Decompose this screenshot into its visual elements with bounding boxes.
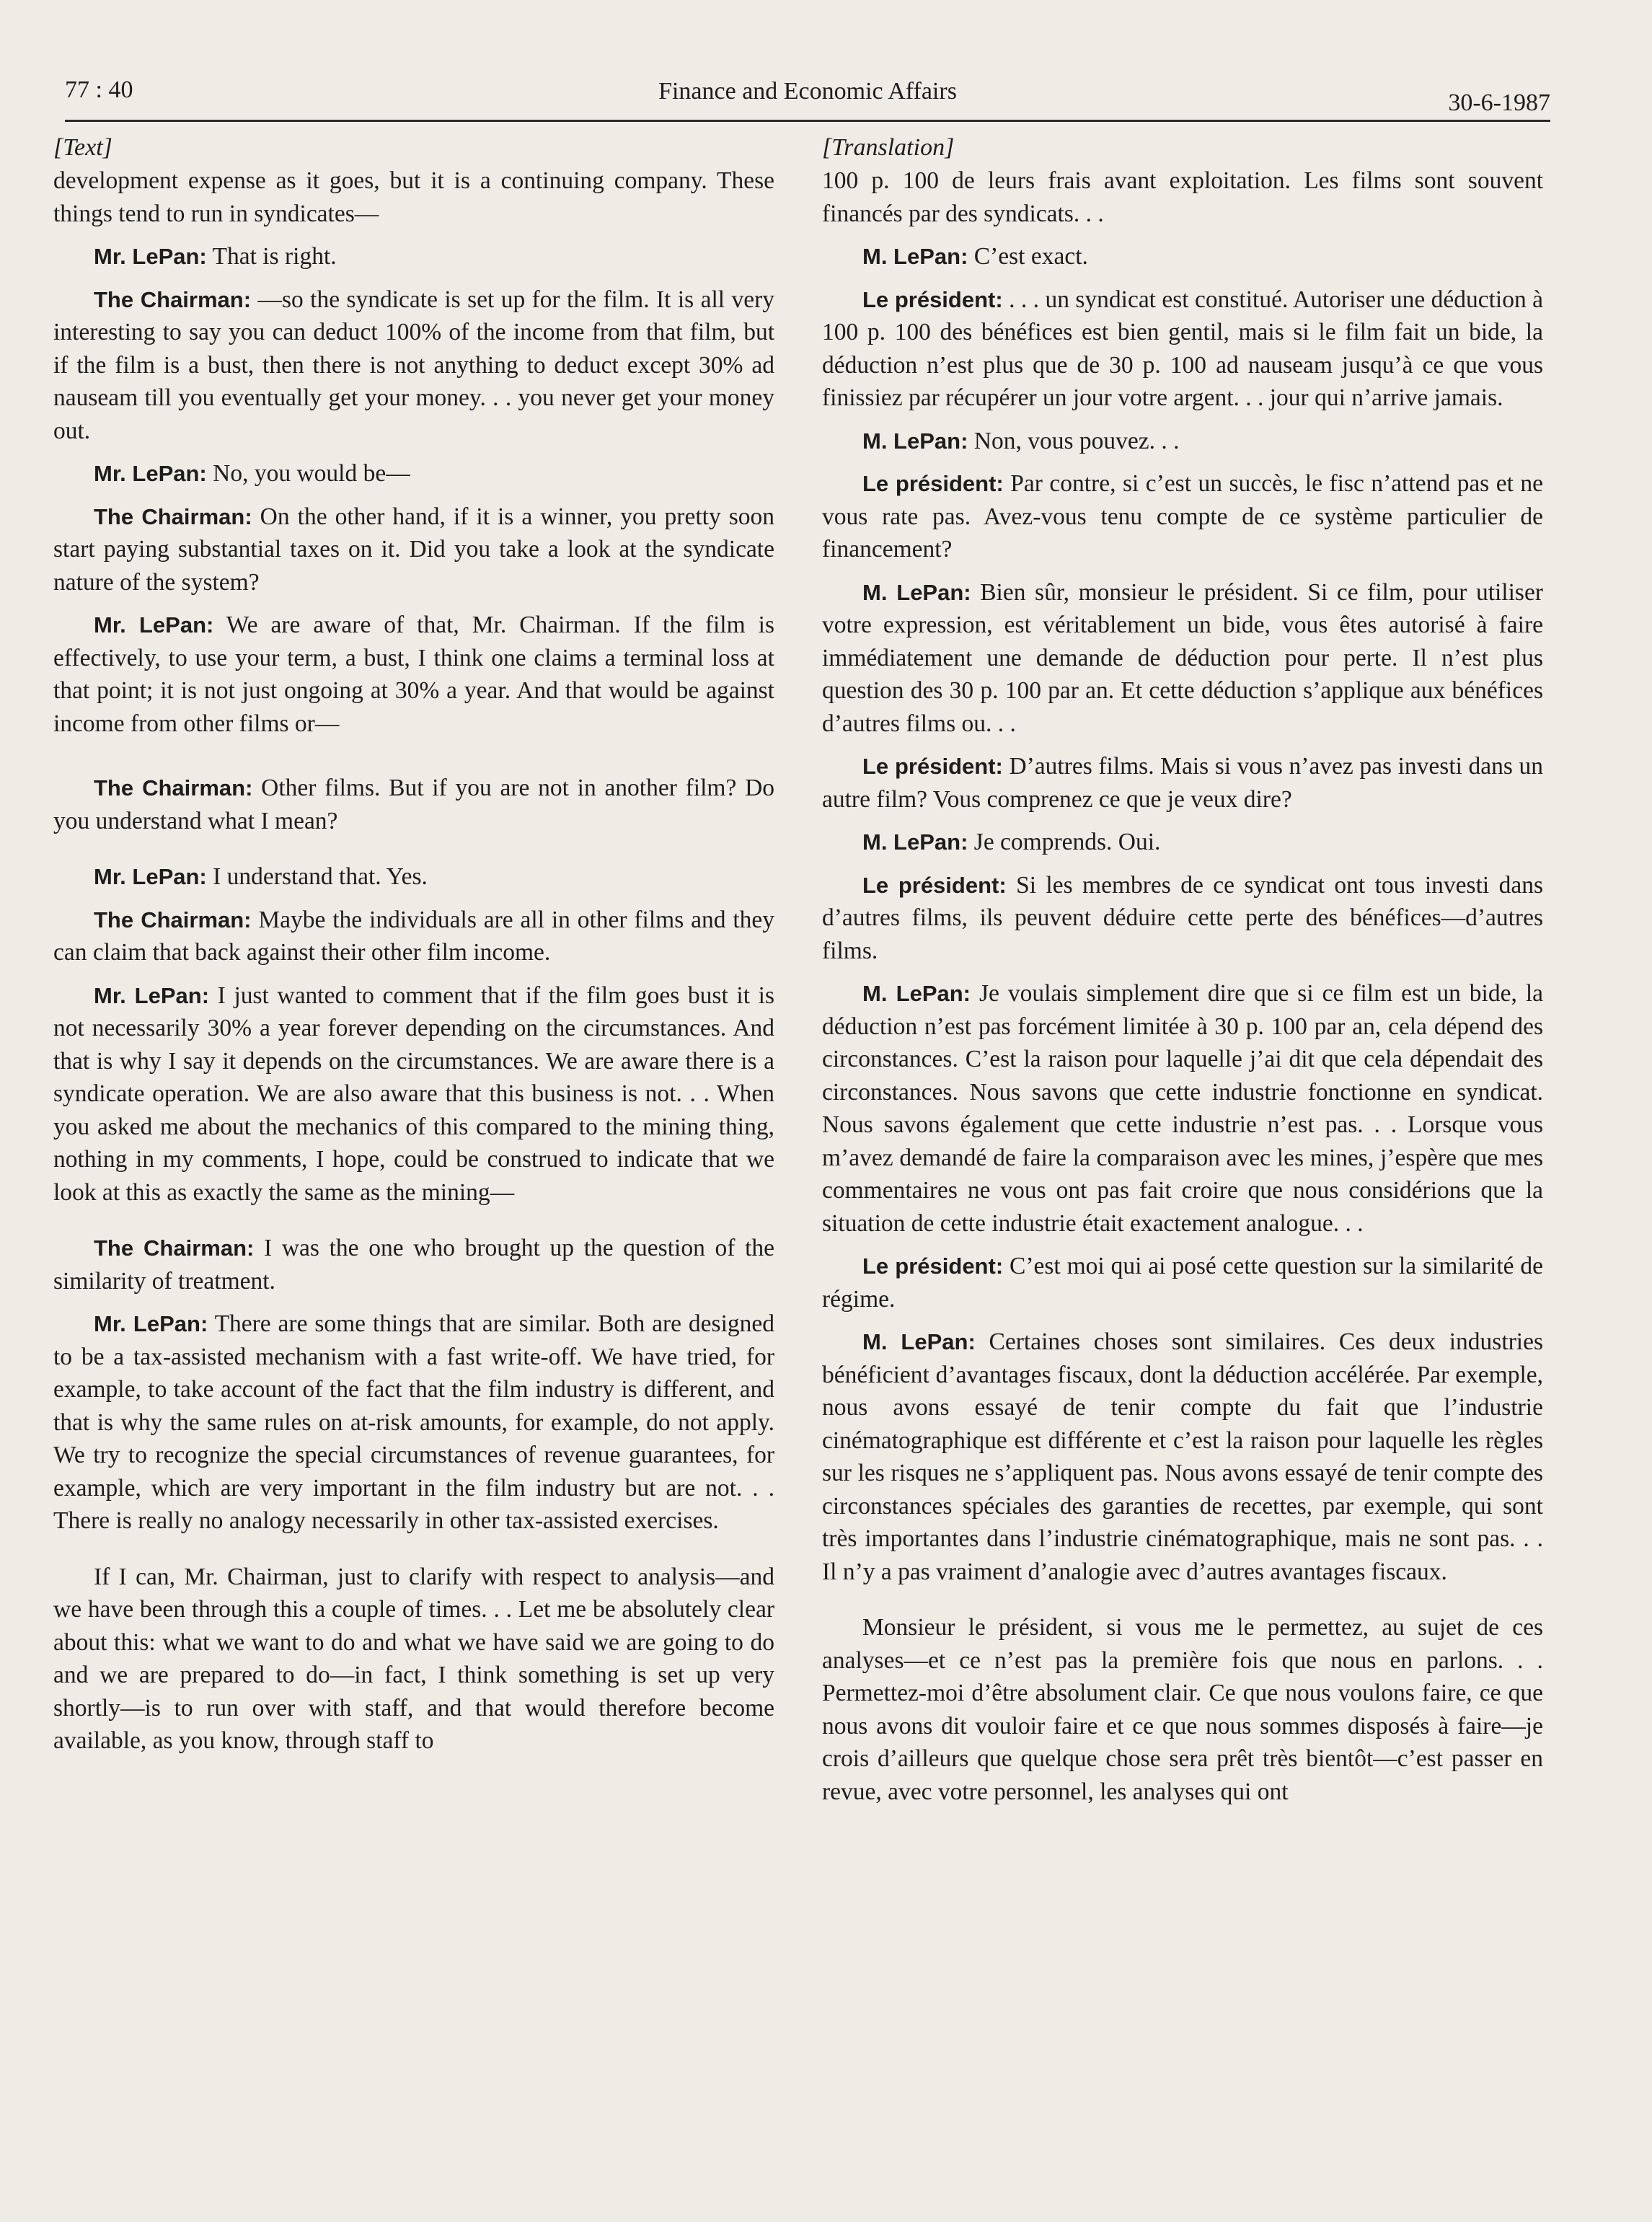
- speaker-name: Mr. LePan:: [94, 982, 210, 1008]
- paragraph: [822, 1611, 1543, 1808]
- speech-text: Bien sûr, monsieur le président. Si ce film, pour utiliser votre expression, est véritablement un bide, vous êtes autorisé à faire immédiatement une demande de déduction pour perte. Il n’est plus question des 30 p. 100 par an. Et cette déduction s’applique aux bénéfices d’autres films ou. . .: [822, 578, 1543, 737]
- speech-text: C’est moi qui ai posé cette question sur la similarité de régime.: [822, 1253, 1543, 1313]
- speech-text: That is right.: [206, 243, 337, 270]
- paragraph: [822, 826, 1543, 859]
- speech-text: Par contre, si c’est un succès, le fisc n’attend pas et ne vous rate pas. Avez-vous tenu compte de ce système particulier de financement?: [822, 470, 1543, 563]
- paragraph: [822, 164, 1543, 230]
- paragraph: [53, 164, 774, 230]
- paragraph: [822, 425, 1543, 458]
- speech-text: C’est exact.: [968, 243, 1088, 270]
- speech-text: Monsieur le président, si vous me le permettez, au sujet de ces analyses—et ce n’est pas la première fois que nous en parlons. . . Permettez-moi d’être absolument clair. Ce que nous voulons faire, ce que nous avons dit vouloir faire et ce que nous sommes disposés à faire—je crois d’ailleurs que quelque chose sera prêt très bientôt—c’est passer en revue, avec votre personnel, les analyses qui ont: [822, 1614, 1543, 1805]
- paragraph: [822, 750, 1543, 816]
- speech-text: I understand that. Yes.: [206, 863, 428, 890]
- speech-text: Maybe the individuals are all in other films and they can claim that back against their other film income.: [53, 906, 775, 966]
- paragraph: [822, 283, 1543, 415]
- paragraph: [53, 1308, 774, 1538]
- speech-text: Other films. But if you are not in another film? Do you understand what I mean?: [53, 775, 775, 834]
- committee-title: Finance and Economic Affairs: [658, 78, 957, 105]
- speech-text: 100 p. 100 de leurs frais avant exploitation. Les films sont souvent financés par des syndicats. . .: [822, 167, 1543, 227]
- french-column: [822, 131, 1543, 1818]
- paragraph: [53, 1561, 774, 1758]
- speaker-name: M. LePan:: [862, 981, 971, 1006]
- paragraph: [53, 283, 774, 448]
- speaker-name: M. LePan:: [862, 244, 968, 269]
- paragraph: [822, 1250, 1543, 1315]
- column-label: [Text]: [53, 134, 112, 161]
- speaker-name: Mr. LePan:: [94, 1311, 208, 1336]
- paragraph: [53, 772, 774, 837]
- speaker-name: Mr. LePan:: [94, 864, 207, 889]
- paragraph: [53, 240, 774, 273]
- paragraph: [53, 609, 774, 740]
- paragraph: [822, 576, 1543, 741]
- speaker-name: M. LePan:: [862, 579, 971, 605]
- speaker-name: The Chairman:: [94, 775, 253, 801]
- paragraph: [53, 457, 774, 490]
- speaker-name: Mr. LePan:: [94, 612, 214, 638]
- speech-text: No, you would be—: [206, 460, 410, 487]
- speech-text: I just wanted to comment that if the film goes bust it is not necessarily 30% a year forever depending on the circumstances. And that is why I say it depends on the circumstances. We are aware there is a syndicate operation. We are also aware that this business is not. . . When you asked me about the mechanics of this compared to the mining thing, nothing in my comments, I hope, could be construed to indicate that we look at this as exactly the same as the mining—: [53, 982, 774, 1206]
- speech-text: . . . un syndicat est constitué. Autoriser une déduction à 100 p. 100 des bénéfices est bien gentil, mais si le film fait un bide, la déduction n’est plus que de 30 p. 100 ad nauseam jusqu’à ce que vous finissiez par récupérer un jour votre argent. . . jour qui n’arrive jamais.: [822, 286, 1543, 411]
- paragraph: [53, 860, 774, 894]
- speech-text: I was the one who brought up the question of the similarity of treatment.: [53, 1235, 775, 1295]
- speech-text: development expense as it goes, but it is a continuing company. These things tend to run in syndicates—: [53, 167, 774, 227]
- speaker-name: M. LePan:: [862, 428, 968, 454]
- speaker-name: The Chairman:: [94, 907, 252, 933]
- speech-text: Non, vous pouvez. . .: [968, 427, 1180, 454]
- paragraph: [53, 1232, 774, 1297]
- page-header: [65, 72, 1550, 122]
- speech-text: —so the syndicate is set up for the film. It is all very interesting to say you can deduct 100% of the income from that film, but if the film is a bust, then there is not anything to deduct except 30% ad nauseam till you eventually get your money. . . you never get your money out.: [53, 286, 774, 444]
- speaker-name: The Chairman:: [94, 503, 252, 529]
- paragraph: [53, 904, 774, 969]
- speaker-name: Le président:: [862, 872, 1007, 898]
- speaker-name: Mr. LePan:: [94, 461, 207, 486]
- sitting-date: 30-6-1987: [1448, 89, 1550, 116]
- speech-text: Je comprends. Oui.: [968, 829, 1161, 855]
- paragraph: [822, 1326, 1543, 1588]
- speaker-name: Mr. LePan:: [94, 244, 207, 269]
- paragraph: [53, 979, 774, 1209]
- speaker-name: Le président:: [862, 1253, 1004, 1279]
- speaker-name: The Chairman:: [94, 286, 252, 312]
- english-column: [53, 131, 774, 1768]
- speech-text: There are some things that are similar. Both are designed to be a tax-assisted mechanism with a fast write-off. We have tried, for example, to take account of the fact that the film industry is different, and that is why the same rules on at-risk amounts, for example, do not apply. We try to recognize the special circumstances of revenue guarantees, for example, which are very important in the film industry but are not. . . There is really no analogy necessarily in other tax-assisted exercises.: [53, 1310, 774, 1534]
- column-label: [Translation]: [822, 134, 955, 161]
- speaker-name: Le président:: [862, 286, 1003, 312]
- speaker-name: Le président:: [862, 471, 1004, 496]
- speaker-name: M. LePan:: [862, 829, 968, 855]
- paragraph: [822, 240, 1543, 273]
- speech-text: Certaines choses sont similaires. Ces deux industries bénéficient d’avantages fiscaux, dont la déduction accélérée. Par exemple, nous avons essayé de tenir compte du fait que l’industrie cinématographique est différente et c’est la raison pour laquelle les règles sur les risques ne s’appliquent pas. Nous avons essayé de tenir compte des circonstances spéciales des garanties de recettes, par exemple, qui sont très importantes dans l’industrie cinématographique, mais ne sont pas. . . Il n’y a pas vraiment d’analogie avec d’autres avantages fiscaux.: [822, 1328, 1543, 1585]
- speaker-name: Le président:: [862, 754, 1003, 779]
- paragraph: [822, 869, 1543, 968]
- page-reference: 77 : 40: [65, 76, 133, 103]
- paragraph: [822, 467, 1543, 566]
- paragraph: [822, 977, 1543, 1240]
- speaker-name: The Chairman:: [94, 1235, 255, 1261]
- speech-text: Je voulais simplement dire que si ce film est un bide, la déduction n’est pas forcément limitée à 30 p. 100 par an, cela dépend des circonstances. C’est la raison pour laquelle j’ai dit que cela dépendait des circonstances. Nous savons que cette industrie fonctionne en syndicat. Nous savons également que cette industrie n’est pas. . . Lorsque vous m’avez demandé de faire la comparaison avec les mines, j’espère que mes commentaires ne vous ont pas fait croire que nous considérions que la situation de cette industrie était exactement analogue. . .: [822, 980, 1544, 1237]
- speech-text: D’autres films. Mais si vous n’avez pas investi dans un autre film? Vous comprenez ce que je veux dire?: [822, 753, 1543, 813]
- speech-text: Si les membres de ce syndicat ont tous investi dans d’autres films, ils peuvent déduire cette perte des bénéfices—d’autres films.: [822, 871, 1543, 964]
- speech-text: If I can, Mr. Chairman, just to clarify with respect to analysis—and we have been through this a couple of times. . . Let me be absolutely clear about this: what we want to do and what we have said we are going to do and we are prepared to do—in fact, I think something is set up very shortly—is to run over with staff, and that would therefore become available, as you know, through staff to: [53, 1563, 774, 1754]
- speaker-name: M. LePan:: [862, 1329, 976, 1354]
- paragraph: [53, 501, 774, 599]
- speech-text: On the other hand, if it is a winner, you pretty soon start paying substantial taxes on it. Did you take a look at the syndicate nature of the system?: [53, 503, 774, 596]
- speech-text: We are aware of that, Mr. Chairman. If the film is effectively, to use your term, a bust, I think one claims a terminal loss at that point; it is not just ongoing at 30% a year. And that would be against income from other films or—: [53, 612, 774, 737]
